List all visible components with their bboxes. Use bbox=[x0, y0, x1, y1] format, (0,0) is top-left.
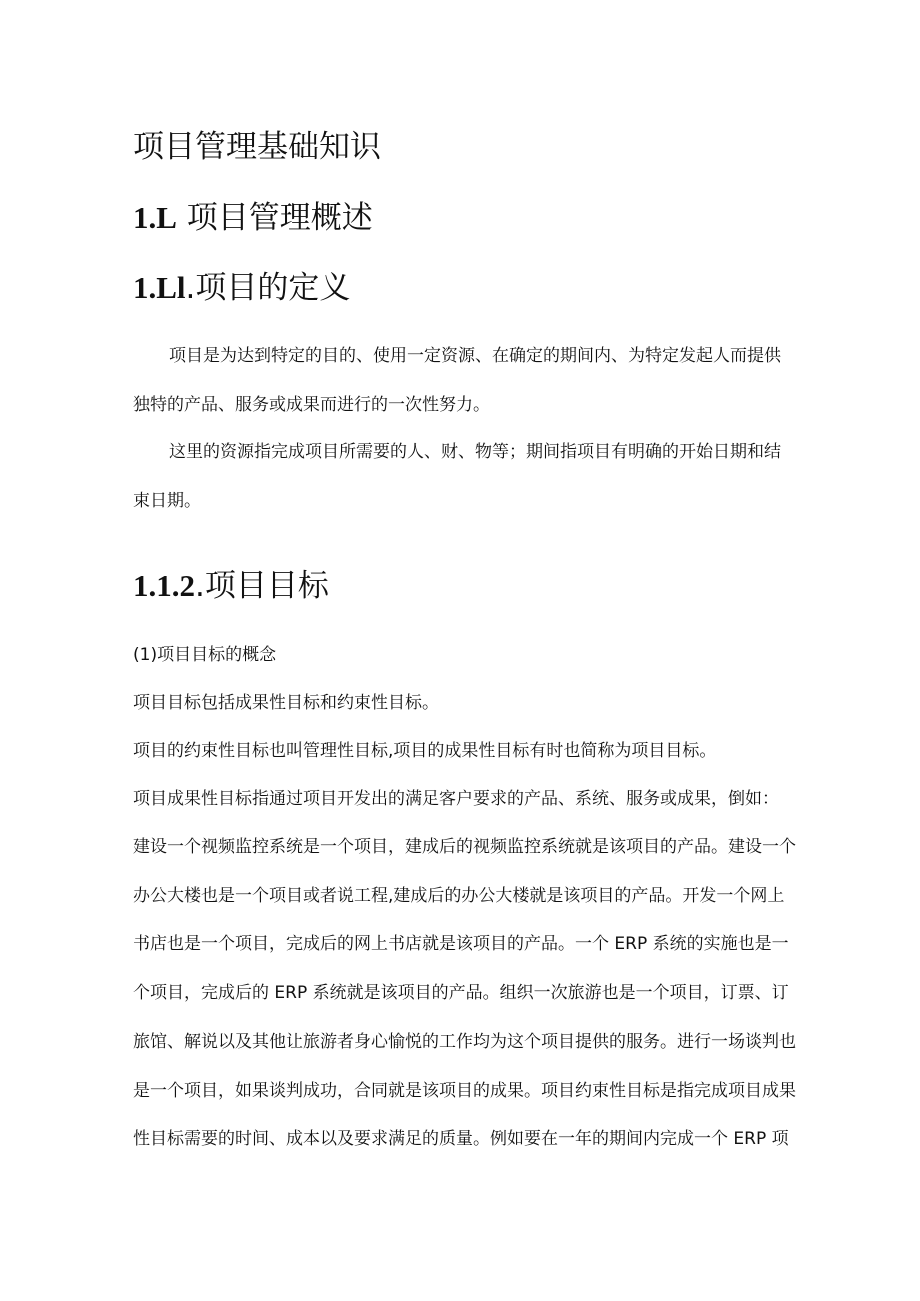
paragraph-line: 个项目，完成后的 ERP 系统就是该项目的产品。组织一次旅游也是一个项目，订票、订 bbox=[133, 983, 789, 1003]
section-heading-1-1-1 bbox=[133, 262, 350, 307]
section-title: .项目目标 bbox=[195, 568, 329, 604]
section-title: 项目管理概述 bbox=[176, 200, 373, 236]
section-heading-1-1-2 bbox=[133, 560, 329, 605]
paragraph-line: 项目的约束性目标也叫管理性目标,项目的成果性目标有时也简称为项目目标。 bbox=[133, 741, 717, 761]
paragraph-line: 独特的产品、服务或成果而进行的一次性努力。 bbox=[133, 395, 490, 415]
section-number: 1.1.2 bbox=[133, 568, 195, 603]
paragraph-line: 是一个项目，如果谈判成功，合同就是该项目的成果。项目约束性目标是指完成项目成果 bbox=[133, 1081, 796, 1101]
paragraph-line: 办公大楼也是一个项目或者说工程,建成后的办公大楼就是该项目的产品。开发一个网上 bbox=[133, 886, 785, 906]
document-title: 项目管理基础知识 bbox=[133, 129, 381, 165]
paragraph-line: 项目是为达到特定的目的、使用一定资源、在确定的期间内、为特定发起人而提供 bbox=[169, 346, 781, 366]
paragraph-line: 项目成果性目标指通过项目开发出的满足客户要求的产品、系统、服务或成果，倒如： bbox=[133, 789, 779, 809]
section-heading-1-1 bbox=[133, 192, 373, 237]
section-number: 1.Ll bbox=[133, 270, 186, 305]
paragraph-line: 性目标需要的时间、成本以及要求满足的质量。例如要在一年的期间内完成一个 ERP 项 bbox=[133, 1129, 789, 1149]
paragraph-line: 建设一个视频监控系统是一个项目，建成后的视频监控系统就是该项目的产品。建设一个 bbox=[133, 837, 796, 857]
section-number: 1.L bbox=[133, 200, 177, 235]
paragraph-line: 项目目标包括成果性目标和约束性目标。 bbox=[133, 693, 439, 713]
paragraph-line: 旅馆、解说以及其他让旅游者身心愉悦的工作均为这个项目提供的服务。进行一场谈判也 bbox=[133, 1032, 796, 1052]
section-title: .项目的定义 bbox=[185, 270, 351, 306]
paragraph-line: (1)项目目标的概念 bbox=[133, 645, 277, 665]
paragraph-line: 书店也是一个项目，完成后的网上书店就是该项目的产品。一个 ERP 系统的实施也是一 bbox=[133, 934, 789, 954]
paragraph-line: 束日期。 bbox=[133, 491, 201, 511]
paragraph-line: 这里的资源指完成项目所需要的人、财、物等；期间指项目有明确的开始日期和结 bbox=[169, 442, 781, 462]
